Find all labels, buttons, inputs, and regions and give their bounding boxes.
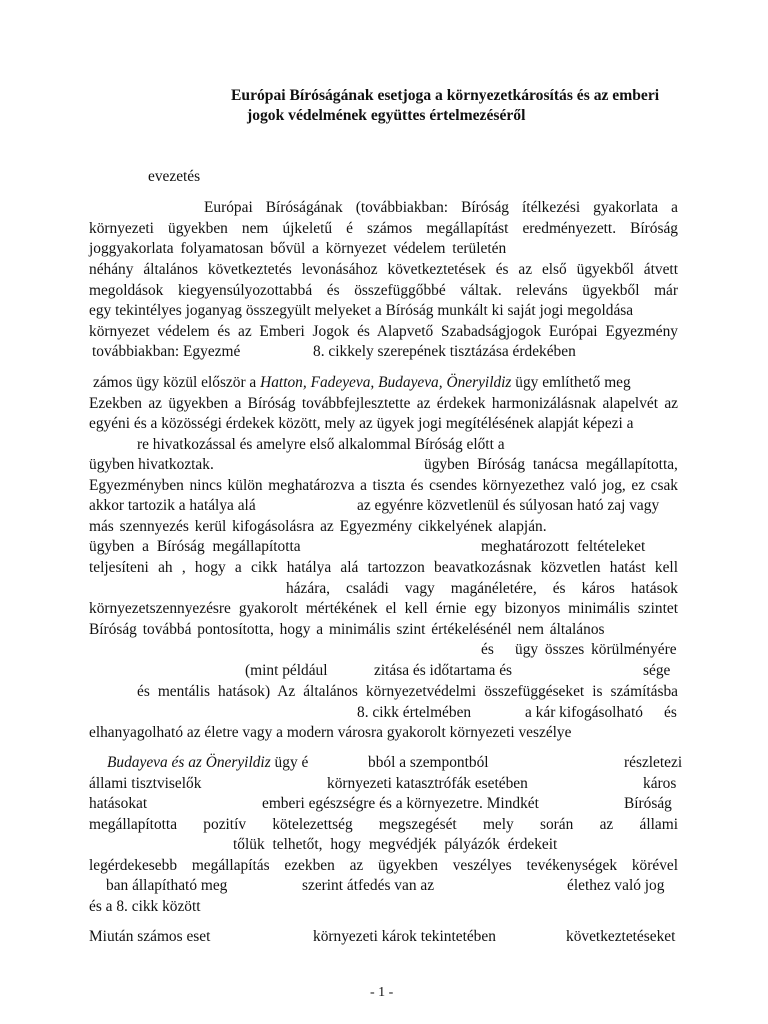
- paragraph-2-line: házára, családi vagy magánéletére, és káros hatások: [286, 580, 678, 597]
- paragraph-3-line: állami tisztviselők: [89, 775, 202, 792]
- paragraph-3-line: hatásokat: [89, 795, 148, 812]
- paragraph-3-line: káros: [643, 775, 677, 792]
- paragraph-2-line: Ezekben az ügyekben a Bíróság továbbfejlesztette az érdekek harmonizálásnak alapelvét az: [89, 395, 678, 412]
- section-heading: evezetés: [148, 168, 201, 185]
- paragraph-3-line: megállapította pozitív kötelezettség megszegését mely során az állami: [89, 816, 678, 833]
- paragraph-3-line: legérdekesebb megállapítás ezekben az ügyekben veszélyes tevékenységek körével: [89, 857, 678, 874]
- paragraph-2-line: és mentális hatások) Az általános környezetvédelmi összefüggéseket is számításba: [137, 683, 678, 700]
- paragraph-2-line: ügyben a Bíróság megállapította: [89, 538, 301, 555]
- paragraph-2-line: a kár kifogásolható: [525, 704, 643, 721]
- paragraph-4-line: környezeti károk tekintetében: [313, 928, 496, 945]
- paragraph-3-line: Bíróság: [624, 795, 672, 812]
- paragraph-2-first-line: [93, 374, 631, 392]
- paragraph-1-line: továbbiakban: Egyezmé: [92, 343, 241, 360]
- paragraph-1-line: néhány általános következtetés levonásához következtetések és az első ügyekből átvett: [89, 261, 678, 278]
- paragraph-3-line: tőlük telhetőt, hogy megvédjék pályázók érdekeit: [233, 836, 558, 853]
- paragraph-1-line: környezet védelem és az Emberi Jogok és Alapvető Szabadságjogok Európai Egyezmény: [89, 323, 678, 340]
- paragraph-3-text: ügy é: [270, 754, 309, 771]
- paragraph-3-line: ban állapítható meg: [106, 877, 228, 894]
- document-title-line-2: jogok védelmének együttes értelmezéséről: [247, 107, 526, 124]
- case-names-italic: Hatton, Fadeyeva, Budayeva, Öneryildiz: [260, 374, 512, 391]
- paragraph-3-line: szerint átfedés van az: [302, 877, 435, 894]
- document-title-line-1: Európai Bíróságának esetjoga a környezetkárosítás és az emberi: [231, 87, 660, 104]
- paragraph-4-line: következtetéseket: [566, 928, 676, 945]
- paragraph-2-line: ügy összes körülményére: [515, 641, 677, 658]
- paragraph-2-line: teljesíteni ah , hogy a cikk hatálya alá tartozzon beavatkozásnak közvetlen hatást kell: [89, 559, 678, 576]
- paragraph-2-line: re hivatkozással és amelyre első alkalommal Bíróság előtt a: [137, 436, 505, 453]
- paragraph-2-line: és: [481, 641, 494, 658]
- paragraph-3-line: részletezi: [624, 754, 683, 771]
- paragraph-1-line: környezeti ügyekben nem újkeletű é számos megállapítást eredményezett. Bíróság: [89, 220, 678, 237]
- case-names-italic: Budayeva és az Öneryildiz: [107, 754, 271, 771]
- paragraph-3-line: környezeti katasztrófák esetében: [327, 775, 528, 792]
- paragraph-1-line: Európai Bíróságának (továbbiakban: Bíróság ítélkezési gyakorlata a: [204, 199, 678, 216]
- paragraph-3-line: és a 8. cikk között: [89, 898, 201, 915]
- paragraph-3-line: élethez való jog: [567, 877, 665, 894]
- paragraph-2-line: és: [664, 704, 677, 721]
- paragraph-2-text: ügy említhető meg: [511, 374, 631, 391]
- page-number: - 1 -: [370, 985, 394, 1000]
- paragraph-2-line: ügyben Bíróság tanácsa megállapította,: [424, 456, 678, 473]
- paragraph-2-line: meghatározott feltételeket: [481, 538, 646, 555]
- paragraph-4-line: Miután számos eset: [89, 928, 211, 945]
- paragraph-2-text: zámos ügy közül először a: [93, 374, 261, 391]
- paragraph-1-line: joggyakorlata folyamatosan bővül a környezet védelem területén: [89, 240, 507, 257]
- paragraph-2-line: az egyénre közvetlenül és súlyosan ható zaj vagy: [357, 497, 660, 514]
- paragraph-3-first-line: [107, 754, 308, 772]
- paragraph-1-line: megoldások kiegyensúlyozottabbá és összefüggőbbé váltak. releváns ügyekből már: [89, 282, 678, 299]
- paragraph-3-line: emberi egészségre és a környezetre. Mindkét: [262, 795, 539, 812]
- paragraph-2-line: Egyezményben nincs külön meghatározva a tiszta és csendes környezethez való jog, ez csak: [89, 477, 678, 494]
- paragraph-1-line: 8. cikkely szerepének tisztázása érdekében: [313, 343, 576, 360]
- paragraph-2-line: más szennyezés kerül kifogásolásra az Egyezmény cikkelyének alapján.: [89, 518, 547, 535]
- paragraph-2-line: ügyben hivatkoztak.: [89, 456, 214, 473]
- paragraph-2-line: akkor tartozik a hatálya alá: [89, 497, 256, 514]
- paragraph-2-line: sége: [643, 662, 671, 679]
- paragraph-2-line: Bíróság továbbá pontosította, hogy a minimális szint értékelésénél nem általános: [89, 621, 605, 638]
- paragraph-2-line: 8. cikk értelmében: [357, 704, 472, 721]
- paragraph-2-line: elhanyagolható az életre vagy a modern városra gyakorolt környezeti veszélye: [89, 724, 572, 741]
- paragraph-3-line: bból a szempontból: [368, 754, 489, 771]
- paragraph-2-line: zitása és időtartama és: [374, 662, 513, 679]
- paragraph-2-line: egyéni és a közösségi érdekek között, mely az ügyek jogi megítélésének alapját képezi a: [89, 415, 634, 432]
- paragraph-2-line: környezetszennyezésre gyakorolt mértékének el kell érnie egy bizonyos minimális szintet: [89, 600, 678, 617]
- paragraph-2-line: (mint például: [245, 662, 328, 679]
- paragraph-1-line: egy tekintélyes joganyag összegyült melyeket a Bíróság munkált ki saját jogi megoldása: [89, 302, 634, 319]
